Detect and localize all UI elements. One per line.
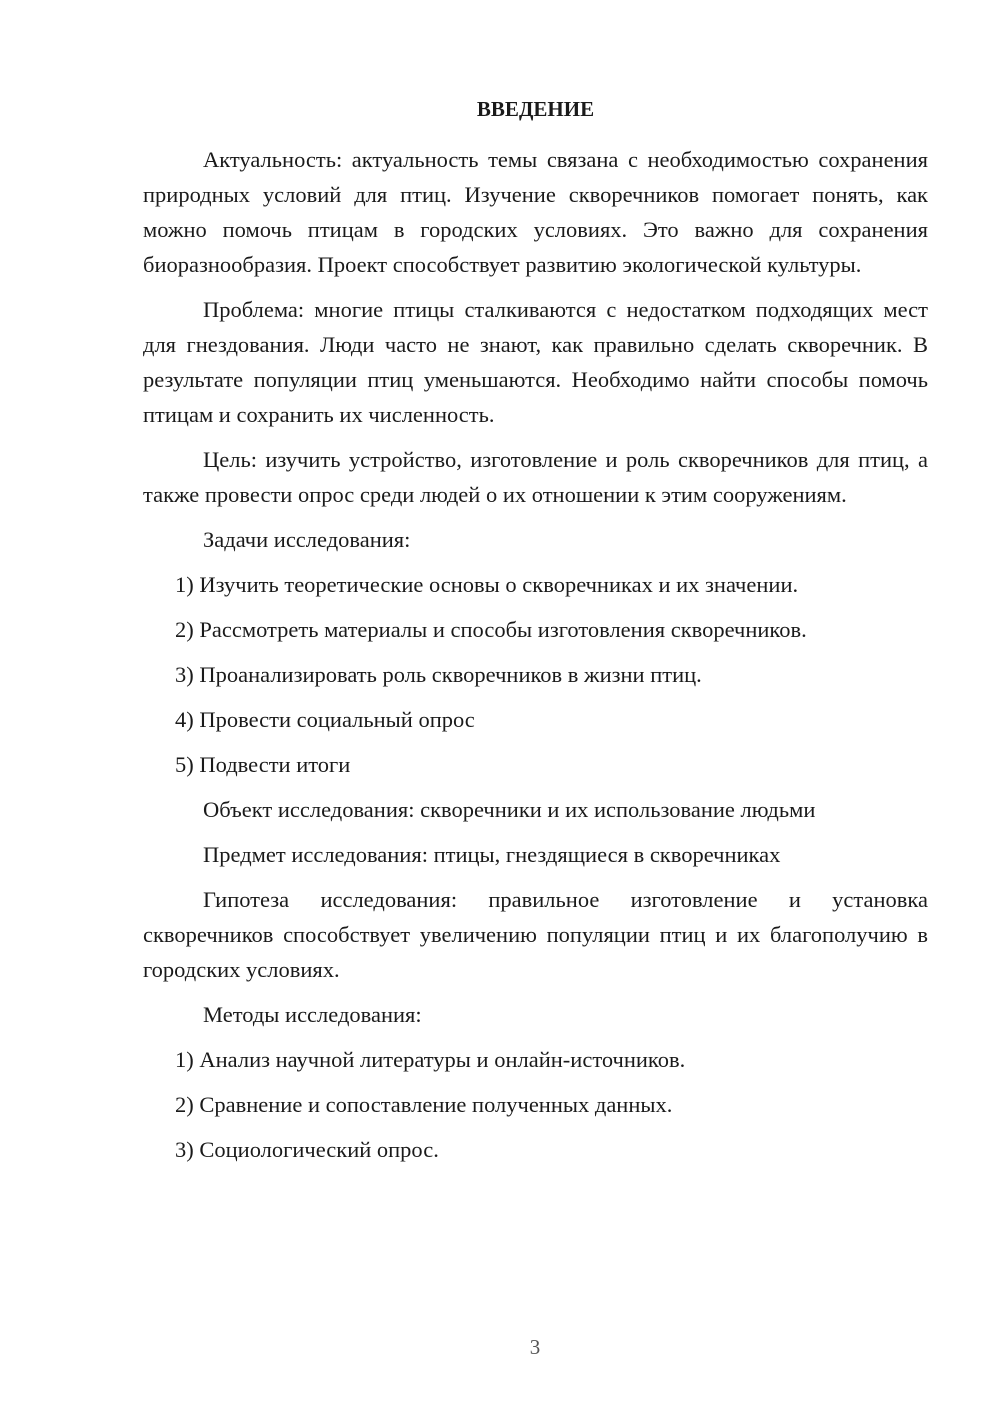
research-subject: Предмет исследования: птицы, гнездящиеся в скворечниках <box>203 842 781 867</box>
hypothesis-paragraph: Гипотеза исследования: правильное изготовление и установка скворечников способствует увеличению популяции птиц и их благополучию в городских условиях. <box>143 887 928 982</box>
relevance-paragraph: Актуальность: актуальность темы связана с необходимостью сохранения природных условий для птиц. Изучение скворечников помогает понять, как можно помочь птицам в городских условиях. Это важно для сохранения биоразнообразия. Проект способствует развитию экологической культуры. <box>143 147 928 277</box>
research-object: Объект исследования: скворечники и их использование людьми <box>203 797 816 822</box>
task-item-2: 2) Рассмотреть материалы и способы изготовления скворечников. <box>175 617 807 642</box>
methods-heading: Методы исследования: <box>203 1002 422 1027</box>
tasks-heading: Задачи исследования: <box>203 527 411 552</box>
task-item-3: 3) Проанализировать роль скворечников в жизни птиц. <box>175 662 702 687</box>
task-item-5: 5) Подвести итоги <box>175 752 351 777</box>
task-item-4: 4) Провести социальный опрос <box>175 707 475 732</box>
goal-paragraph: Цель: изучить устройство, изготовление и роль скворечников для птиц, а также провести опрос среди людей о их отношении к этим сооружениям. <box>143 447 928 507</box>
method-item-3: 3) Социологический опрос. <box>175 1137 439 1162</box>
method-item-1: 1) Анализ научной литературы и онлайн-источников. <box>175 1047 686 1072</box>
method-item-2: 2) Сравнение и сопоставление полученных данных. <box>175 1092 673 1117</box>
problem-paragraph: Проблема: многие птицы сталкиваются с недостатком подходящих мест для гнездования. Люди часто не знают, как правильно сделать скворечник. В результате популяции птиц уменьшаются. Необходимо найти способы помочь птицам и сохранить их численность. <box>143 297 928 427</box>
task-item-1: 1) Изучить теоретические основы о скворечниках и их значении. <box>175 572 799 597</box>
section-heading: ВВЕДЕНИЕ <box>476 97 595 121</box>
page-number: 3 <box>529 1335 541 1359</box>
